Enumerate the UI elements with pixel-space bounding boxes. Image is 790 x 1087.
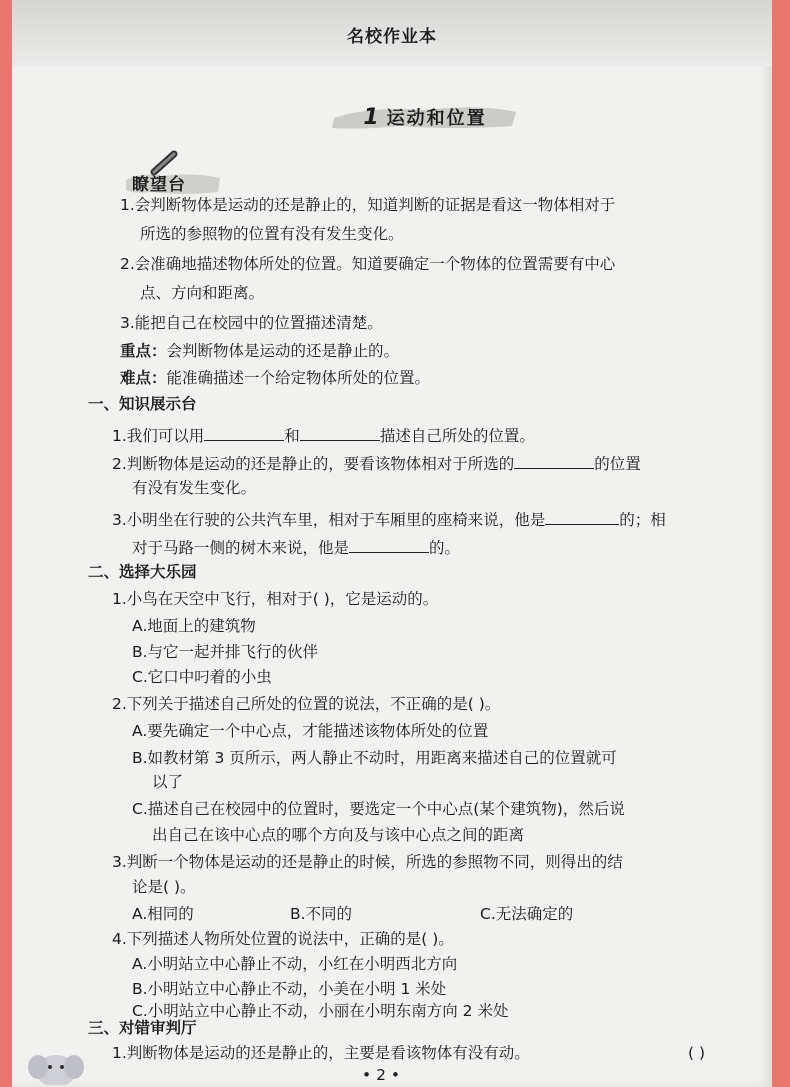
s2-q4-option-b[interactable]: B.小明站立中心静止不动，小美在小明 1 米处 [132,980,447,998]
s2-q2-option-c-cont: 出自己在该中心点的哪个方向及与该中心点之间的距离 [152,826,525,844]
goal-line-4: 点、方向和距离。 [140,284,265,302]
section-3-title-visible: 三、对错审判厅 [88,1019,197,1037]
s1-q3-text-c: 对于马路一侧的树木来说，他是 [132,539,350,557]
s2-q2-option-b-cont: 以了 [152,773,184,791]
s2-q3-option-a[interactable]: A.相同的 [132,905,194,923]
s2-question-4: 4.下列描述人物所处位置的说法中，正确的是( )。 [112,930,454,948]
page-footer-layer [12,0,772,1087]
s2-question-3-cont: 论是( )。 [132,878,196,896]
s1-q3-text-b: 的；相 [619,511,666,529]
s2-q1-option-a[interactable]: A.地面上的建筑物 [132,617,256,635]
s2-q2-option-b[interactable]: B.如教材第 3 页所示，两人静止不动时，用距离来描述自己的位置就可 [132,749,617,767]
s1-question-2-cont: 有没有发生变化。 [132,479,257,497]
difficulty-label: 难点： [120,369,167,387]
lesson-name: 运动和位置 [386,108,487,129]
s2-q4-option-c[interactable]: C.小明站立中心静止不动，小丽在小明东南方向 2 米处 [132,1002,509,1020]
s2-q4-option-a[interactable]: A.小明站立中心静止不动，小红在小明西北方向 [132,955,458,973]
s1-q1-text-b: 和 [284,427,300,445]
s2-question-1: 1.小鸟在天空中飞行，相对于( )，它是运动的。 [112,590,439,608]
s1-q2-text-b: 的位置 [594,455,641,473]
key-point-text: 会判断物体是运动的还是静止的。 [166,342,400,360]
goal-line-2: 所选的参照物的位置有没有发生变化。 [140,225,404,243]
s3-q1-answer-paren[interactable]: ( ) [688,1044,706,1062]
goal-line-5: 3.能把自己在校园中的位置描述清楚。 [120,314,383,332]
s1-q1-text-c: 描述自己所处的位置。 [379,427,535,445]
s3-question-1: 1.判断物体是运动的还是静止的，主要是看该物体有没有动。 [112,1044,530,1062]
s2-q3-option-c[interactable]: C.无法确定的 [480,905,574,923]
s2-q2-option-a[interactable]: A.要先确定一个中心点，才能描述该物体所处的位置 [132,722,489,740]
s2-q3-option-b[interactable]: B.不同的 [290,905,353,923]
s1-q3-text-d: 的。 [429,539,461,557]
key-point-label: 重点： [120,342,167,360]
s1-q1-text-a: 1.我们可以用 [112,427,205,445]
book-title: 名校作业本 [347,27,437,47]
s2-q1-option-c[interactable]: C.它口中叼着的小虫 [132,668,272,686]
section-2-title: 二、选择大乐园 [88,563,197,581]
difficulty-text: 能准确描述一个给定物体所处的位置。 [166,369,431,387]
s2-q2-option-c[interactable]: C.描述自己在校园中的位置时，要选定一个中心点(某个建筑物)，然后说 [132,800,625,818]
s2-question-3: 3.判断一个物体是运动的还是静止的时候，所选的参照物不同，则得出的结 [112,853,623,871]
s2-question-2: 2.下列关于描述自己所处的位置的说法，不正确的是( )。 [112,695,501,713]
s1-q2-text-a: 2.判断物体是运动的还是静止的，要看该物体相对于所选的 [112,455,515,473]
page-number-visible: • 2 • [362,1066,401,1084]
goals-badge-label: 瞭望台 [132,175,186,195]
goal-line-1: 1.会判断物体是运动的还是静止的，知道判断的证据是看这一物体相对于 [120,196,616,214]
section-1-title: 一、知识展示台 [88,395,197,413]
goal-line-3: 2.会准确地描述物体所处的位置。知道要确定一个物体的位置需要有中心 [120,255,616,273]
lesson-number: 1 [363,105,381,130]
s2-q1-option-b[interactable]: B.与它一起并排飞行的伙伴 [132,643,319,661]
s1-q3-text-a: 3.小明坐在行驶的公共汽车里，相对于车厢里的座椅来说，他是 [112,511,546,529]
